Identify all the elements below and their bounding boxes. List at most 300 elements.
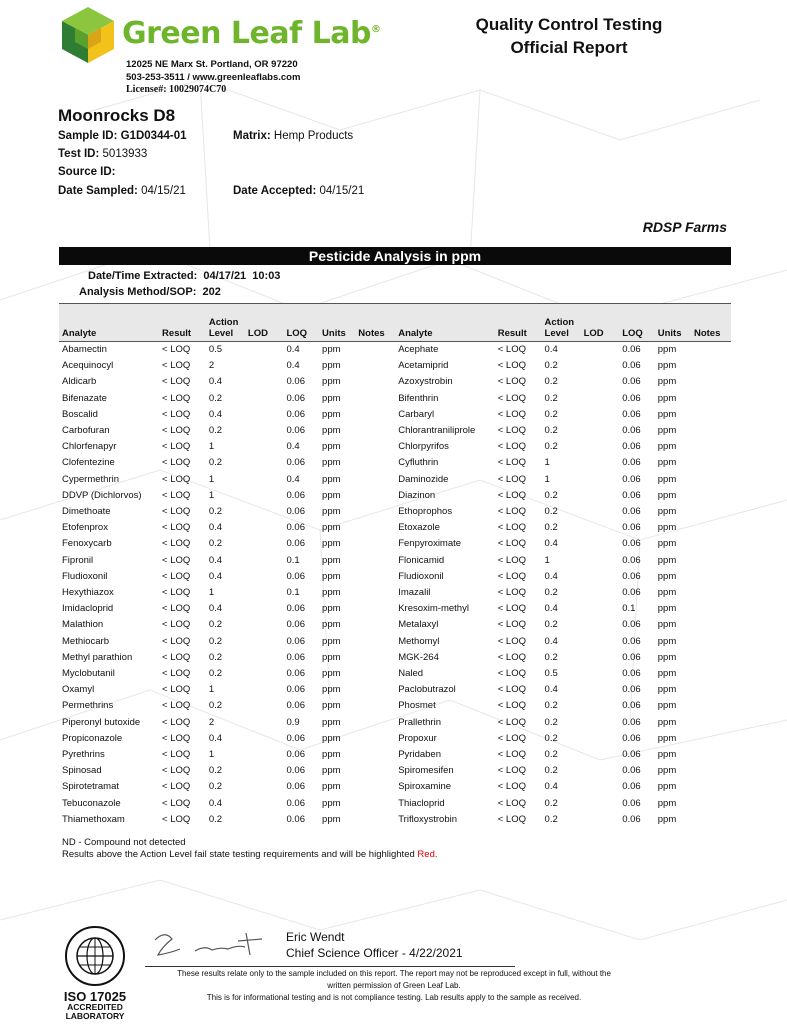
left-lod-cell	[245, 342, 284, 359]
left-loq-cell: 0.06	[286, 506, 305, 518]
right-loq-cell: 0.06	[622, 587, 641, 599]
extraction-info	[79, 268, 281, 300]
left-lod-cell	[245, 504, 284, 520]
left-loq-cell: 0.06	[286, 813, 305, 825]
left-analyte-cell: Propiconazole	[62, 732, 123, 744]
header-action-line1-2: Action	[544, 317, 575, 328]
left-analyte-cell: Carbofuran	[62, 425, 110, 437]
left-action-cell: 0.2	[208, 651, 223, 663]
left-notes-cell	[355, 779, 395, 795]
right-loq-cell: 0.06	[622, 668, 641, 680]
right-action-cell: 0.4	[544, 344, 558, 355]
left-action-cell: 1	[208, 473, 215, 485]
left-lod-cell	[245, 391, 284, 407]
left-action-cell: 2	[208, 716, 215, 728]
table-row	[59, 682, 731, 698]
table-row	[59, 747, 731, 763]
left-lod-cell	[245, 536, 284, 552]
left-units-cell: ppm	[322, 716, 341, 728]
right-action-cell: 0.2	[544, 700, 558, 712]
left-loq-cell: 0.06	[286, 570, 305, 582]
left-lod-cell	[245, 634, 284, 650]
left-analyte-cell: Aldicarb	[62, 376, 97, 388]
right-result-cell: < LOQ	[497, 441, 526, 453]
left-notes-cell	[355, 617, 395, 633]
right-notes-cell	[691, 617, 731, 633]
right-units-cell: ppm	[657, 473, 677, 485]
left-loq-cell: 0.06	[286, 376, 305, 388]
right-action-cell: 0.2	[544, 522, 558, 534]
right-loq-cell: 0.06	[622, 522, 641, 534]
right-units-cell: ppm	[657, 392, 677, 404]
header-notes-2: Notes	[691, 304, 731, 342]
extracted-row	[88, 268, 280, 284]
date-sampled-value: 04/15/21	[141, 185, 186, 197]
left-result-cell: < LOQ	[162, 457, 191, 469]
left-lod-cell	[245, 812, 284, 828]
left-notes-cell	[355, 536, 395, 552]
right-action-cell: 0.4	[544, 635, 558, 647]
right-lod-cell	[581, 715, 620, 731]
left-analyte-cell: Methyl parathion	[62, 651, 133, 663]
globe-seal-icon	[52, 925, 138, 987]
right-loq-cell: 0.06	[622, 813, 641, 825]
left-lod-cell	[245, 650, 284, 666]
report-title	[458, 13, 680, 59]
right-action-cell: 0.2	[544, 732, 558, 744]
sample-id-value: G1D0344-01	[120, 130, 187, 142]
left-result-cell: < LOQ	[162, 538, 191, 550]
left-loq-cell: 0.4	[286, 441, 300, 453]
right-units-cell: ppm	[657, 441, 677, 453]
right-notes-cell	[691, 439, 731, 455]
action-note	[62, 849, 438, 861]
right-result-cell: < LOQ	[497, 797, 526, 809]
right-analyte-cell: MGK-264	[398, 651, 439, 663]
left-lod-cell	[245, 455, 284, 471]
table-row	[59, 358, 731, 374]
left-units-cell: ppm	[322, 392, 341, 404]
left-units-cell: ppm	[322, 797, 341, 809]
left-action-cell: 2	[208, 360, 215, 372]
right-result-cell: < LOQ	[497, 506, 526, 518]
right-lod-cell	[581, 536, 620, 552]
header-units: Units	[319, 304, 355, 342]
right-loq-cell: 0.06	[622, 344, 641, 355]
test-id-value: 5013933	[102, 148, 148, 160]
left-notes-cell	[355, 472, 395, 488]
left-action-cell: 0.4	[208, 554, 223, 566]
right-units-cell: ppm	[657, 668, 677, 680]
right-notes-cell	[691, 731, 731, 747]
right-analyte-cell: Carbaryl	[398, 408, 435, 420]
left-result-cell: < LOQ	[162, 749, 191, 761]
right-action-cell: 0.2	[544, 813, 558, 825]
left-analyte-cell: Spirotetramat	[62, 781, 120, 793]
left-notes-cell	[355, 812, 395, 828]
left-result-cell: < LOQ	[162, 716, 191, 728]
table-row	[59, 569, 731, 585]
table-row	[59, 731, 731, 747]
left-lod-cell	[245, 569, 284, 585]
left-units-cell: ppm	[322, 522, 341, 534]
right-lod-cell	[581, 731, 620, 747]
right-result-cell: < LOQ	[497, 473, 526, 485]
right-action-cell: 0.2	[544, 716, 558, 728]
left-units-cell: ppm	[322, 651, 341, 663]
right-lod-cell	[581, 520, 620, 536]
right-analyte-cell: Acetamiprid	[398, 360, 449, 372]
right-analyte-cell: Bifenthrin	[398, 392, 439, 404]
left-action-cell: 0.2	[208, 635, 223, 647]
right-result-cell: < LOQ	[497, 360, 526, 372]
left-analyte-cell: Fipronil	[62, 554, 94, 566]
left-result-cell: < LOQ	[162, 408, 191, 420]
left-notes-cell	[355, 634, 395, 650]
right-notes-cell	[691, 666, 731, 682]
left-action-cell: 0.2	[208, 668, 223, 680]
right-units-cell: ppm	[657, 506, 677, 518]
right-result-cell: < LOQ	[497, 538, 526, 550]
left-lod-cell	[245, 423, 284, 439]
left-analyte-cell: Dimethoate	[62, 506, 111, 518]
table-row	[59, 391, 731, 407]
right-result-cell: < LOQ	[497, 765, 526, 777]
left-action-cell: 0.4	[208, 376, 223, 388]
right-result-cell: < LOQ	[497, 749, 526, 761]
right-result-cell: < LOQ	[497, 716, 526, 728]
left-lod-cell	[245, 472, 284, 488]
left-notes-cell	[355, 423, 395, 439]
right-notes-cell	[691, 423, 731, 439]
right-notes-cell	[691, 553, 731, 569]
left-action-cell: 0.4	[208, 570, 223, 582]
left-action-cell: 0.5	[208, 344, 223, 355]
right-notes-cell	[691, 715, 731, 731]
left-analyte-cell: Imidacloprid	[62, 603, 114, 615]
table-body	[59, 342, 731, 829]
left-result-cell: < LOQ	[162, 473, 191, 485]
left-units-cell: ppm	[322, 813, 341, 825]
right-notes-cell	[691, 682, 731, 698]
right-analyte-cell: Spiroxamine	[398, 781, 452, 793]
sample-id	[58, 130, 187, 142]
right-action-cell: 0.2	[544, 797, 558, 809]
left-action-cell: 0.2	[208, 457, 223, 469]
left-units-cell: ppm	[322, 506, 341, 518]
table-row	[59, 342, 731, 359]
left-loq-cell: 0.06	[286, 700, 305, 712]
right-lod-cell	[581, 747, 620, 763]
header-analyte-2: Analyte	[395, 304, 495, 342]
left-units-cell: ppm	[322, 765, 341, 777]
right-notes-cell	[691, 747, 731, 763]
right-units-cell: ppm	[657, 732, 677, 744]
table-row	[59, 698, 731, 714]
right-notes-cell	[691, 407, 731, 423]
left-result-cell: < LOQ	[162, 651, 191, 663]
right-action-cell: 0.4	[544, 684, 558, 696]
right-analyte-cell: Diazinon	[398, 489, 436, 501]
right-action-cell: 0.4	[544, 781, 558, 793]
left-lod-cell	[245, 698, 284, 714]
right-notes-cell	[691, 796, 731, 812]
right-units-cell: ppm	[657, 425, 677, 437]
left-analyte-cell: Cypermethrin	[62, 473, 120, 485]
left-lod-cell	[245, 407, 284, 423]
right-units-cell: ppm	[657, 522, 677, 534]
right-action-cell: 0.2	[544, 360, 558, 372]
header-action-level	[206, 304, 245, 342]
right-units-cell: ppm	[657, 797, 677, 809]
left-lod-cell	[245, 520, 284, 536]
right-units-cell: ppm	[657, 587, 677, 599]
left-result-cell: < LOQ	[162, 506, 191, 518]
right-action-cell: 0.2	[544, 619, 558, 631]
header-units-2: Units	[655, 304, 691, 342]
right-action-cell: 0.2	[544, 587, 558, 599]
left-units-cell: ppm	[322, 570, 341, 582]
left-action-cell: 0.2	[208, 813, 223, 825]
signature-line	[145, 966, 515, 967]
left-action-cell: 0.4	[208, 797, 223, 809]
right-result-cell: < LOQ	[497, 376, 526, 388]
left-analyte-cell: Fludioxonil	[62, 570, 108, 582]
left-loq-cell: 0.06	[286, 538, 305, 550]
left-result-cell: < LOQ	[162, 619, 191, 631]
right-action-cell: 0.2	[544, 489, 558, 501]
right-units-cell: ppm	[657, 635, 677, 647]
left-notes-cell	[355, 520, 395, 536]
left-action-cell: 1	[208, 587, 215, 599]
right-lod-cell	[581, 682, 620, 698]
left-result-cell: < LOQ	[162, 441, 191, 453]
table-row	[59, 553, 731, 569]
right-result-cell: < LOQ	[497, 344, 526, 355]
left-analyte-cell: Thiamethoxam	[62, 813, 125, 825]
right-notes-cell	[691, 650, 731, 666]
left-loq-cell: 0.06	[286, 489, 305, 501]
left-lod-cell	[245, 666, 284, 682]
header-loq: LOQ	[283, 304, 319, 342]
left-result-cell: < LOQ	[162, 603, 191, 615]
right-lod-cell	[581, 585, 620, 601]
left-result-cell: < LOQ	[162, 360, 191, 372]
right-loq-cell: 0.06	[622, 554, 641, 566]
left-action-cell: 1	[208, 489, 215, 501]
left-action-cell: 0.4	[208, 603, 223, 615]
right-loq-cell: 0.06	[622, 700, 641, 712]
right-lod-cell	[581, 374, 620, 390]
left-loq-cell: 0.1	[286, 587, 300, 599]
table-row	[59, 585, 731, 601]
sample-id-label: Sample ID:	[58, 130, 118, 142]
disclaimer	[150, 968, 638, 1004]
right-loq-cell: 0.06	[622, 408, 641, 420]
left-result-cell: < LOQ	[162, 554, 191, 566]
right-lod-cell	[581, 763, 620, 779]
left-loq-cell: 0.06	[286, 765, 305, 777]
left-units-cell: ppm	[322, 538, 341, 550]
right-lod-cell	[581, 601, 620, 617]
left-analyte-cell: Methiocarb	[62, 635, 109, 647]
left-result-cell: < LOQ	[162, 700, 191, 712]
disclaimer-line3: This is for informational testing and is not compliance testing. Lab results apply to the sample as received.	[206, 993, 582, 1002]
left-result-cell: < LOQ	[162, 781, 191, 793]
left-lod-cell	[245, 553, 284, 569]
right-result-cell: < LOQ	[497, 408, 526, 420]
right-lod-cell	[581, 407, 620, 423]
right-lod-cell	[581, 455, 620, 471]
left-notes-cell	[355, 650, 395, 666]
left-analyte-cell: Tebuconazole	[62, 797, 121, 809]
right-notes-cell	[691, 504, 731, 520]
right-loq-cell: 0.06	[622, 425, 641, 437]
left-loq-cell: 0.4	[286, 344, 300, 355]
left-loq-cell: 0.06	[286, 635, 305, 647]
left-notes-cell	[355, 763, 395, 779]
right-notes-cell	[691, 569, 731, 585]
report-title-line2: Official Report	[510, 38, 628, 57]
nd-note: ND - Compound not detected	[62, 837, 186, 848]
left-loq-cell: 0.06	[286, 619, 305, 631]
lab-name: Green Leaf Lab®	[122, 16, 381, 51]
right-notes-cell	[691, 585, 731, 601]
right-analyte-cell: Propoxur	[398, 732, 437, 744]
left-result-cell: < LOQ	[162, 668, 191, 680]
left-loq-cell: 0.06	[286, 522, 305, 534]
left-loq-cell: 0.06	[286, 749, 305, 761]
seal-accredited: ACCREDITED	[67, 1002, 123, 1012]
table-row	[59, 763, 731, 779]
left-lod-cell	[245, 358, 284, 374]
right-result-cell: < LOQ	[497, 603, 526, 615]
left-loq-cell: 0.1	[286, 554, 300, 566]
right-units-cell: ppm	[657, 603, 677, 615]
method-value: 202	[202, 286, 221, 298]
test-id-label: Test ID:	[58, 148, 100, 160]
method-label: Analysis Method/SOP:	[79, 286, 197, 298]
table-row	[59, 617, 731, 633]
left-notes-cell	[355, 585, 395, 601]
left-analyte-cell: Etofenprox	[62, 522, 108, 534]
disclaimer-line2: written permission of Green Leaf Lab.	[327, 981, 461, 990]
right-notes-cell	[691, 536, 731, 552]
table-row	[59, 779, 731, 795]
right-loq-cell: 0.06	[622, 651, 641, 663]
right-analyte-cell: Flonicamid	[398, 554, 445, 566]
right-units-cell: ppm	[657, 408, 677, 420]
left-analyte-cell: Malathion	[62, 619, 104, 631]
left-result-cell: < LOQ	[162, 684, 191, 696]
left-action-cell: 0.4	[208, 522, 223, 534]
disclaimer-line1: These results relate only to the sample included on this report. The report may not be reproduced except in full, without the	[177, 969, 611, 978]
date-sampled	[58, 185, 186, 197]
right-units-cell: ppm	[657, 781, 677, 793]
right-action-cell: 0.2	[544, 651, 558, 663]
left-lod-cell	[245, 731, 284, 747]
lab-license: License#: 10029074C70	[126, 84, 227, 95]
left-lod-cell	[245, 488, 284, 504]
address-line: 12025 NE Marx St. Portland, OR 97220	[126, 59, 298, 70]
right-action-cell: 0.2	[544, 765, 558, 777]
right-notes-cell	[691, 358, 731, 374]
left-units-cell: ppm	[322, 554, 341, 566]
right-units-cell: ppm	[657, 344, 677, 355]
right-loq-cell: 0.06	[622, 473, 641, 485]
left-analyte-cell: Boscalid	[62, 408, 98, 420]
right-result-cell: < LOQ	[497, 522, 526, 534]
right-action-cell: 0.2	[544, 376, 558, 388]
left-notes-cell	[355, 504, 395, 520]
header-result: Result	[159, 304, 206, 342]
handwritten-signature	[150, 925, 270, 965]
right-notes-cell	[691, 374, 731, 390]
left-notes-cell	[355, 553, 395, 569]
right-lod-cell	[581, 423, 620, 439]
right-analyte-cell: Paclobutrazol	[398, 684, 456, 696]
left-loq-cell: 0.9	[286, 716, 300, 728]
left-notes-cell	[355, 666, 395, 682]
right-notes-cell	[691, 812, 731, 828]
right-result-cell: < LOQ	[497, 489, 526, 501]
left-action-cell: 0.2	[208, 506, 223, 518]
left-notes-cell	[355, 731, 395, 747]
right-loq-cell: 0.06	[622, 797, 641, 809]
left-result-cell: < LOQ	[162, 392, 191, 404]
date-sampled-label: Date Sampled:	[58, 185, 138, 197]
right-result-cell: < LOQ	[497, 813, 526, 825]
trademark: ®	[370, 24, 381, 35]
right-analyte-cell: Chlorpyrifos	[398, 441, 449, 453]
right-units-cell: ppm	[657, 538, 677, 550]
left-result-cell: < LOQ	[162, 813, 191, 825]
left-result-cell: < LOQ	[162, 376, 191, 388]
signatory	[286, 929, 463, 961]
left-loq-cell: 0.06	[286, 797, 305, 809]
left-analyte-cell: Chlorfenapyr	[62, 441, 117, 453]
left-lod-cell	[245, 617, 284, 633]
left-analyte-cell: Permethrins	[62, 700, 114, 712]
left-analyte-cell: Bifenazate	[62, 392, 107, 404]
right-lod-cell	[581, 472, 620, 488]
right-analyte-cell: Naled	[398, 668, 424, 680]
left-action-cell: 0.2	[208, 765, 223, 777]
matrix-value: Hemp Products	[273, 130, 354, 142]
right-analyte-cell: Fludioxonil	[398, 570, 444, 582]
right-action-cell: 0.4	[544, 570, 558, 582]
right-units-cell: ppm	[657, 700, 677, 712]
right-action-cell: 1	[544, 473, 550, 485]
leaf-cube-icon	[58, 5, 118, 65]
table-row	[59, 407, 731, 423]
left-result-cell: < LOQ	[162, 489, 191, 501]
left-loq-cell: 0.06	[286, 392, 305, 404]
left-analyte-cell: Acequinocyl	[62, 360, 114, 372]
right-analyte-cell: Ethoprophos	[398, 506, 453, 518]
right-result-cell: < LOQ	[497, 619, 526, 631]
signatory-name: Eric Wendt	[286, 930, 345, 944]
right-notes-cell	[691, 342, 731, 359]
left-units-cell: ppm	[322, 619, 341, 631]
header-action-level-2	[542, 304, 581, 342]
right-result-cell: < LOQ	[497, 732, 526, 744]
table-row	[59, 715, 731, 731]
right-lod-cell	[581, 698, 620, 714]
right-result-cell: < LOQ	[497, 570, 526, 582]
table-row	[59, 374, 731, 390]
seal-iso: ISO 17025	[63, 989, 127, 1004]
